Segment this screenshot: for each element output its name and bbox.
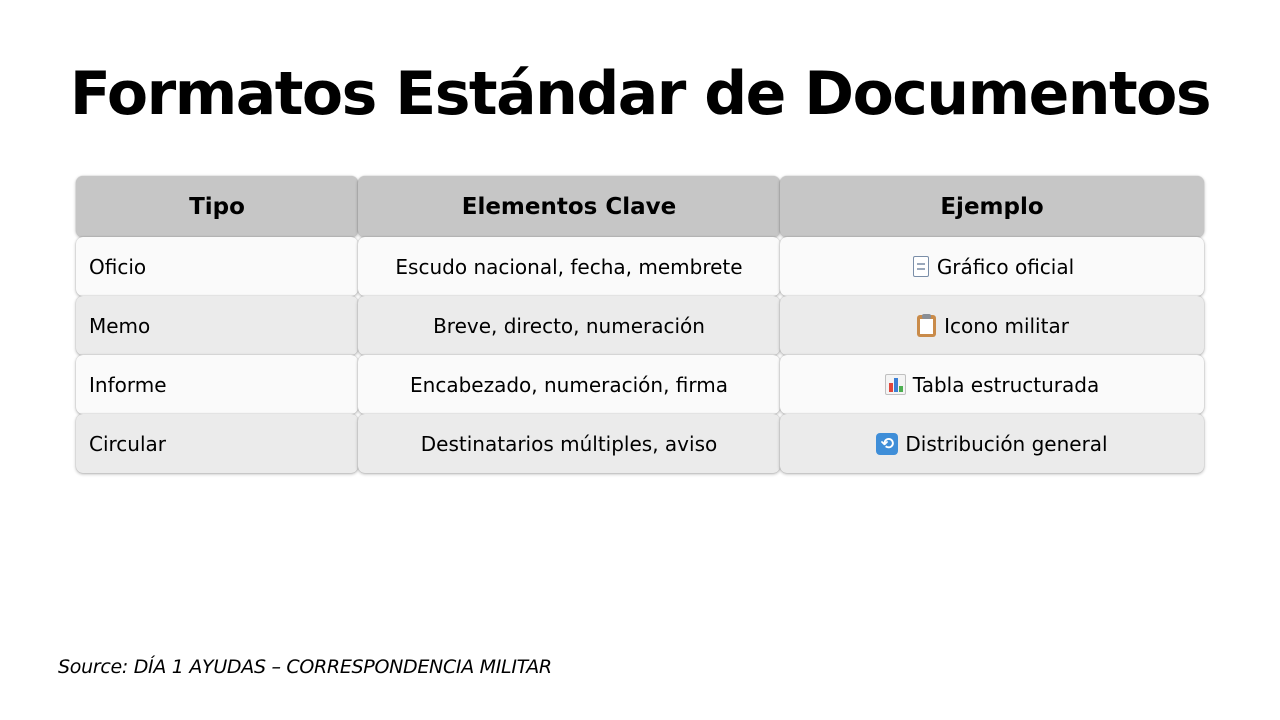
clipboard-icon xyxy=(917,315,936,337)
cell-elementos: Encabezado, numeración, firma xyxy=(358,355,780,414)
cell-elementos: Escudo nacional, fecha, membrete xyxy=(358,237,780,296)
ejemplo-text: Tabla estructurada xyxy=(912,372,1100,397)
ejemplo-text: Distribución general xyxy=(905,431,1108,456)
cell-tipo: Memo xyxy=(76,296,358,355)
source-caption: Source: DÍA 1 AYUDAS – CORRESPONDENCIA MILITAR xyxy=(58,656,552,678)
table-row xyxy=(76,414,1204,473)
cell-ejemplo xyxy=(780,296,1204,355)
cell-ejemplo xyxy=(780,237,1204,296)
header-ejemplo: Ejemplo xyxy=(780,176,1204,237)
cell-ejemplo xyxy=(780,355,1204,414)
table-header-row xyxy=(76,176,1204,237)
cell-ejemplo xyxy=(780,414,1204,473)
page-facing-up-icon xyxy=(913,256,929,277)
cell-tipo: Circular xyxy=(76,414,358,473)
header-tipo: Tipo xyxy=(76,176,358,237)
header-elementos-clave: Elementos Clave xyxy=(358,176,780,237)
table-row xyxy=(76,237,1204,296)
ejemplo-text: Gráfico oficial xyxy=(936,254,1075,279)
cell-elementos: Destinatarios múltiples, aviso xyxy=(358,414,780,473)
formats-table xyxy=(76,176,1204,473)
counterclockwise-arrows-icon: ⟲ xyxy=(876,433,898,455)
table-row xyxy=(76,296,1204,355)
cell-elementos: Breve, directo, numeración xyxy=(358,296,780,355)
ejemplo-text: Icono militar xyxy=(944,313,1069,338)
cell-tipo: Oficio xyxy=(76,237,358,296)
page-title: Formatos Estándar de Documentos xyxy=(69,59,1211,129)
bar-chart-icon xyxy=(885,374,906,395)
cell-tipo: Informe xyxy=(76,355,358,414)
table-row xyxy=(76,355,1204,414)
